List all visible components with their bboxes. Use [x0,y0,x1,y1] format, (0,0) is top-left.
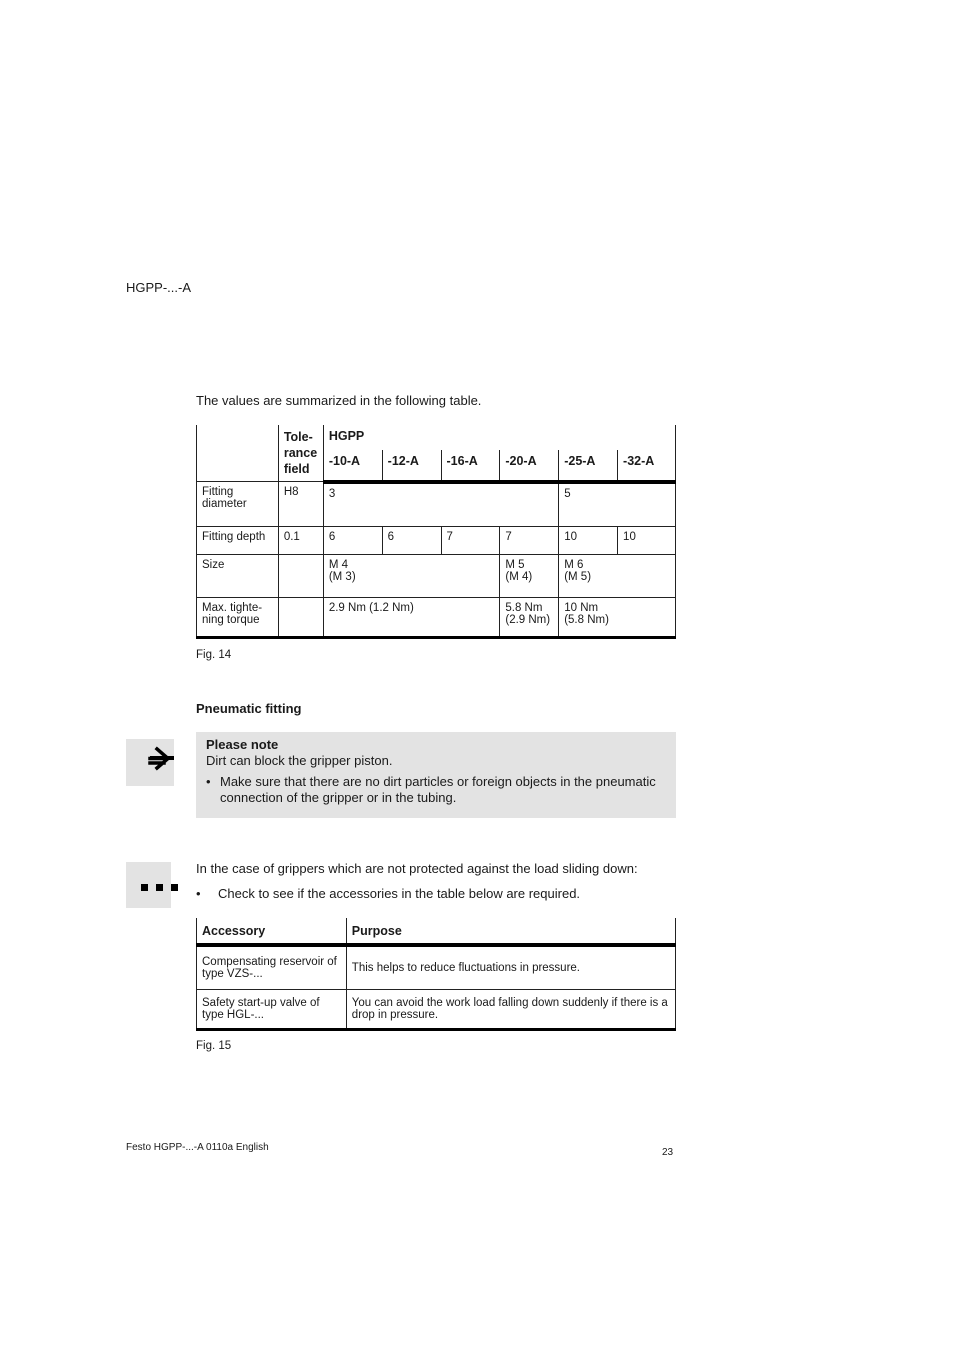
table-cell: 7 [441,527,500,555]
table-cell: This helps to reduce fluctuations in pressure. [346,945,675,989]
table-cell: M 6 (M 5) [559,555,676,598]
row-label: Fitting depth [197,527,279,555]
note-text: Dirt can block the gripper piston. [206,753,393,768]
table-cell: 2.9 Nm (1.2 Nm) [323,598,500,638]
intro-text: The values are summarized in the following table. [196,393,482,408]
table-cell: 5.8 Nm (2.9 Nm) [500,598,559,638]
table-cell: 3 [323,482,558,527]
page-number: 23 [662,1147,674,1158]
table-cell: 6 [382,527,441,555]
running-header: HGPP-...-A [126,280,192,295]
corner-cell [197,425,279,482]
tolerance-header: Tole- rance field [278,425,323,482]
bullet-text: Check to see if the accessories in the table below are required. [218,886,581,901]
bullet-marker: • [196,886,201,901]
table-cell: 5 [559,482,676,527]
table-cell [278,598,323,638]
size-header-25: -25-A [559,450,618,482]
body-text: In the case of grippers which are not protected against the load sliding down: [196,861,638,876]
note-icon-box [126,739,174,786]
table-cell: Compensating reservoir of type VZS-... [197,945,347,989]
table-cell: You can avoid the work load falling down suddenly if there is a drop in pressure. [346,989,675,1029]
table-cell: 10 [559,527,618,555]
bullet-marker: • [206,774,211,789]
table-cell: 7 [500,527,559,555]
size-header-10: -10-A [323,450,382,482]
accessory-header: Accessory [197,918,347,945]
row-label: Fitting diameter [197,482,279,527]
size-header-16: -16-A [441,450,500,482]
size-header-12: -12-A [382,450,441,482]
section-title: Pneumatic fitting [196,701,302,716]
dot [171,884,178,891]
note-title: Please note [206,737,279,752]
table-cell: 6 [323,527,382,555]
fitting-values-table [196,425,676,639]
dot [156,884,163,891]
accessories-table [196,918,676,1031]
figure-caption: Fig. 15 [196,1040,232,1052]
row-label: Size [197,555,279,598]
dot [141,884,148,891]
footer-text: Festo HGPP-...-A 0110a English [126,1142,269,1153]
purpose-header: Purpose [346,918,675,945]
table-cell: Safety start-up valve of type HGL-... [197,989,347,1029]
size-header-20: -20-A [500,450,559,482]
table-cell: M 4 (M 3) [323,555,500,598]
info-dots-icon [126,862,171,908]
hgpp-header: HGPP [323,425,675,450]
size-header-32: -32-A [618,450,676,482]
row-label: Max. tighte- ning torque [197,598,279,638]
table-cell: M 5 (M 4) [500,555,559,598]
note-bullet-text: Make sure that there are no dirt particles or foreign objects in the pneumatic connection of the gripper or in the tubing. [220,774,656,805]
arrow-right-icon [126,739,174,786]
table-cell [278,555,323,598]
table-cell: H8 [278,482,323,527]
table-cell: 0.1 [278,527,323,555]
table-cell: 10 Nm (5.8 Nm) [559,598,676,638]
figure-caption: Fig. 14 [196,649,232,661]
table-cell: 10 [618,527,676,555]
